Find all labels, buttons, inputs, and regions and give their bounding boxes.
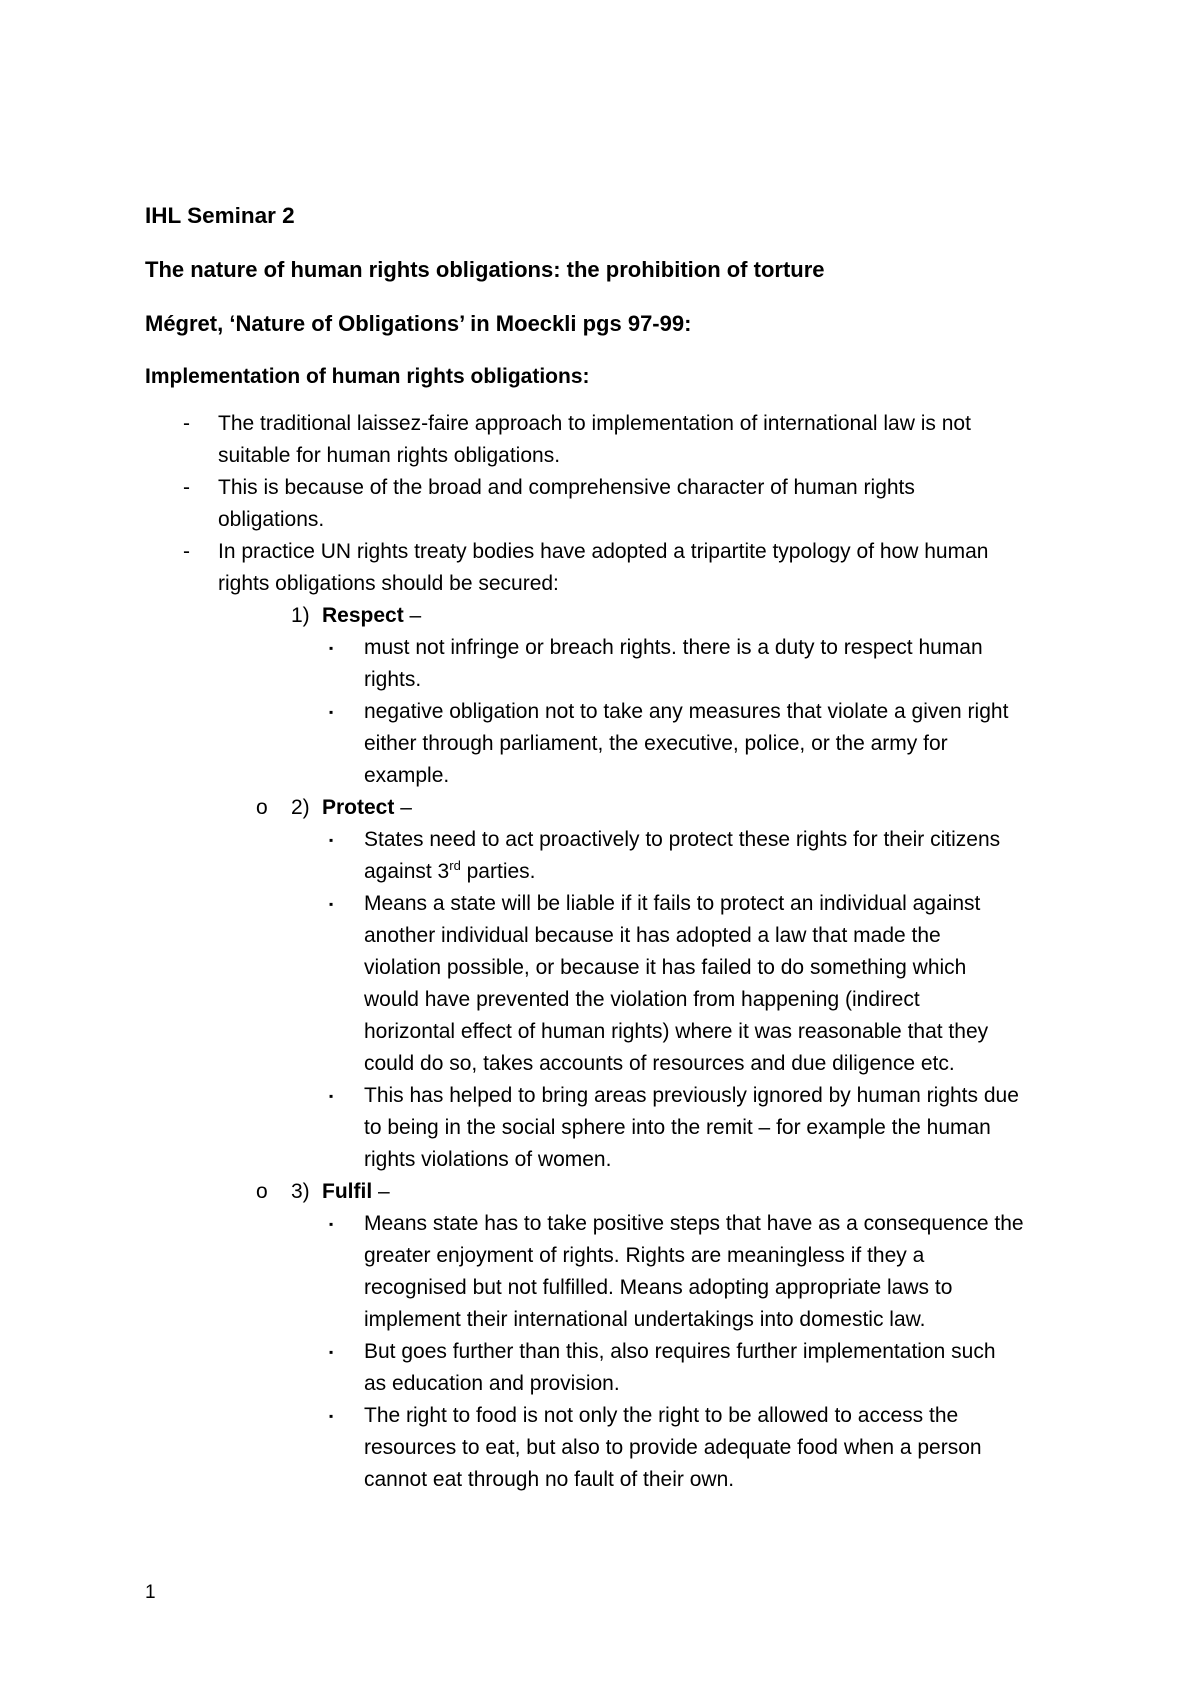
section-heading: Implementation of human rights obligations: xyxy=(145,365,590,388)
square-bullet-icon: ▪ xyxy=(329,1089,334,1103)
circle-bullet-icon: o xyxy=(256,1180,268,1203)
item-number: 1) xyxy=(291,604,310,627)
square-bullet-icon: ▪ xyxy=(329,1345,334,1359)
square-bullet-icon: ▪ xyxy=(329,833,334,847)
list-item-line: must not infringe or breach rights. there is a duty to respect human xyxy=(364,636,983,659)
list-item-line: another individual because it has adopted a law that made the xyxy=(364,924,941,947)
item-number: 3) xyxy=(291,1180,310,1203)
list-item-line: States need to act proactively to protect these rights for their citizens xyxy=(364,828,1001,851)
square-bullet-icon: ▪ xyxy=(329,1409,334,1423)
list-item-line: either through parliament, the executive, police, or the army for xyxy=(364,732,948,755)
document-title: IHL Seminar 2 xyxy=(145,203,295,228)
typology-label: Respect xyxy=(322,604,404,627)
typology-suffix: – xyxy=(403,604,422,627)
typology-label: Protect xyxy=(322,796,395,819)
item-number: 2) xyxy=(291,796,310,819)
list-item-line: resources to eat, but also to provide adequate food when a person xyxy=(364,1436,982,1459)
typology-heading xyxy=(322,792,412,824)
list-item-line: could do so, takes accounts of resources and due diligence etc. xyxy=(364,1052,955,1075)
list-item-line: would have prevented the violation from happening (indirect xyxy=(364,988,920,1011)
list-item-line: obligations. xyxy=(218,508,325,531)
list-item-line: In practice UN rights treaty bodies have adopted a tripartite typology of how human xyxy=(218,540,989,563)
square-bullet-icon: ▪ xyxy=(329,641,334,655)
list-item-line: Means a state will be liable if it fails to protect an individual against xyxy=(364,892,981,915)
list-item-line: This has helped to bring areas previously ignored by human rights due xyxy=(364,1084,1019,1107)
list-item-line: But goes further than this, also requires further implementation such xyxy=(364,1340,996,1363)
dash-marker: - xyxy=(183,540,190,563)
list-item-line: rights. xyxy=(364,668,422,691)
page-number: 1 xyxy=(145,1582,156,1603)
list-item-line: This is because of the broad and comprehensive character of human rights xyxy=(218,476,915,499)
list-item-line: horizontal effect of human rights) where it was reasonable that they xyxy=(364,1020,989,1043)
list-item-line: rights violations of women. xyxy=(364,1148,612,1171)
list-item-line: The right to food is not only the right to be allowed to access the xyxy=(364,1404,959,1427)
list-item-line: violation possible, or because it has failed to do something which xyxy=(364,956,967,979)
list-item-line: suitable for human rights obligations. xyxy=(218,444,561,467)
text-fragment: against 3 xyxy=(364,860,450,883)
list-item-line: The traditional laissez-faire approach to implementation of international law is not xyxy=(218,412,971,435)
text-fragment: parties. xyxy=(460,860,536,883)
list-item-line: example. xyxy=(364,764,450,787)
list-item-line xyxy=(364,856,536,888)
square-bullet-icon: ▪ xyxy=(329,897,334,911)
list-item-line: recognised but not fulfilled. Means adopting appropriate laws to xyxy=(364,1276,953,1299)
list-item-line: as education and provision. xyxy=(364,1372,620,1395)
typology-label: Fulfil xyxy=(322,1180,373,1203)
list-item-line: negative obligation not to take any measures that violate a given right xyxy=(364,700,1009,723)
reading-heading: Mégret, ‘Nature of Obligations’ in Moeckli pgs 97-99: xyxy=(145,311,692,336)
list-item-line: rights obligations should be secured: xyxy=(218,572,559,595)
list-item-line: to being in the social sphere into the remit – for example the human xyxy=(364,1116,991,1139)
dash-marker: - xyxy=(183,476,190,499)
typology-heading xyxy=(322,600,421,632)
document-subtitle: The nature of human rights obligations: the prohibition of torture xyxy=(145,257,825,282)
circle-bullet-icon: o xyxy=(256,796,268,819)
list-item-line: Means state has to take positive steps that have as a consequence the xyxy=(364,1212,1024,1235)
typology-suffix: – xyxy=(394,796,412,819)
square-bullet-icon: ▪ xyxy=(329,705,334,719)
typology-suffix: – xyxy=(372,1180,390,1203)
ordinal-superscript: rd xyxy=(449,858,461,873)
square-bullet-icon: ▪ xyxy=(329,1217,334,1231)
list-item-line: greater enjoyment of rights. Rights are meaningless if they a xyxy=(364,1244,925,1267)
dash-marker: - xyxy=(183,412,190,435)
typology-heading xyxy=(322,1176,390,1208)
list-item-line: implement their international undertakings into domestic law. xyxy=(364,1308,926,1331)
list-item-line: cannot eat through no fault of their own. xyxy=(364,1468,735,1491)
